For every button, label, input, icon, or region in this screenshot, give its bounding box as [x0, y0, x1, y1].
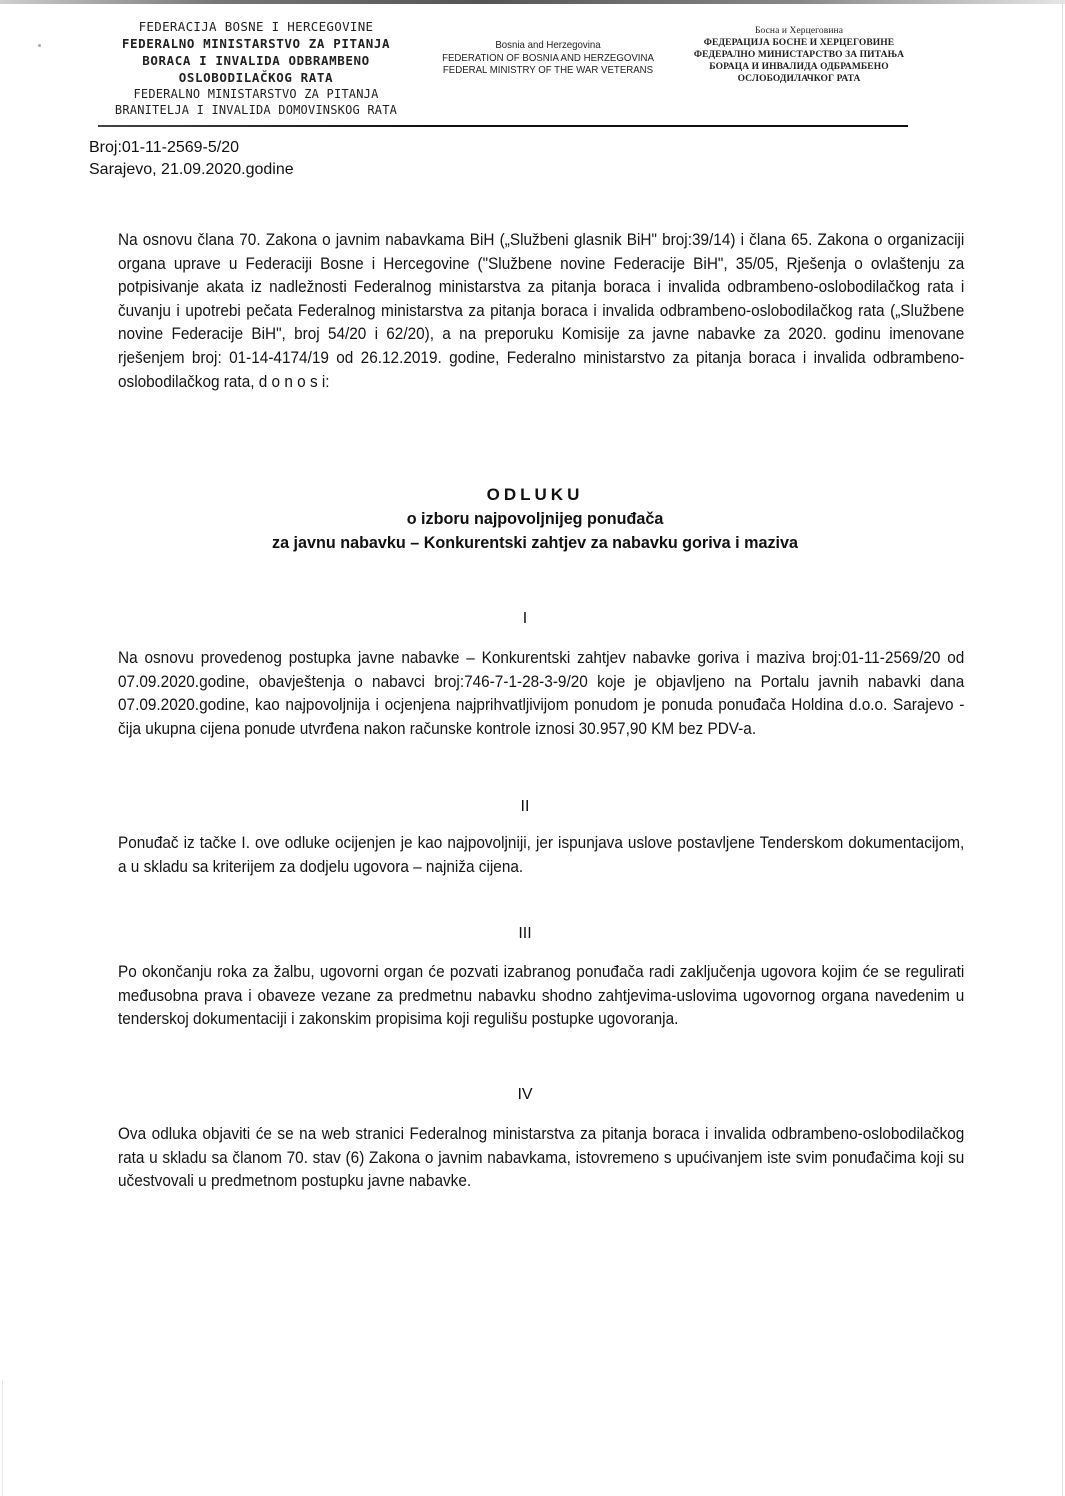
intro-paragraph: Na osnovu člana 70. Zakona o javnim nabavkama BiH („Službeni glasnik BiH" broj:39/14) i člana 65. Zakona o organizaciji organa uprave u Federaciji Bosne i Hercegovine ("Službene novine Federacije BiH", 35/05, Rješenja o ovlaštenju za potpisivanje akata iz nadležnosti Federalnog ministarstva za pitanja boraca i invalida odbrambeno-oslobodilačkog rata i čuvanju i upotrebi pečata Federalnog ministarstva za pitanja boraca i invalida odbrambeno-oslobodilačkog rata („Službene novine Federacije BiH", broj 54/20 i 62/20), a na preporuku Komisije za javne nabavke za 2020. godinu imenovane rješenjem broj: 01-14-4174/19 od 26.12.2019. godine, Federalno ministarstvo za pitanja boraca i invalida odbrambeno-oslobodilačkog rata, d o n o s i: [118, 231, 965, 391]
letterhead-line: Bosnia and Herzegovina [495, 39, 601, 51]
section-numeral: I [522, 610, 528, 627]
section-paragraph: Ova odluka objaviti će se na web stranici Federalnog ministarstva za pitanja boraca i invalida odbrambeno-oslobodilačkog rata u skladu sa članom 70. stav (6) Zakona o javnim nabavkama, istovremeno s upućivanjem iste svim ponuđačima koji su učestvovali u predmetnom postupku javne nabavke. [118, 1125, 965, 1191]
letterhead-line: OSLOBODILAČKOG RATA [178, 70, 334, 85]
letterhead-line: FEDERAL MINISTRY OF THE WAR VETERANS [442, 64, 654, 76]
section-numeral: III [518, 925, 532, 942]
scan-speck [38, 44, 41, 47]
section-numeral: II [520, 798, 530, 815]
title-subtitle-2: za javnu nabavku – Konkurentski zahtjev za nabavku goriva i maziva [272, 533, 798, 552]
scan-top-edge [0, 0, 1065, 4]
letterhead-line: ФЕДЕРАЛНО МИНИСТАРСТВО ЗА ПИТАЊА [693, 50, 905, 60]
letterhead-line: FEDERALNO MINISTARSTVO ZA PITANJA [121, 36, 391, 51]
decision-title [190, 483, 880, 555]
header-divider [98, 125, 908, 127]
document-place-date: Sarajevo, 21.09.2020.godine [89, 161, 294, 178]
letterhead-bosnian [96, 18, 416, 118]
letterhead-line: ФЕДЕРАЦИЈА БОСНЕ И ХЕРЦЕГОВИНЕ [703, 38, 895, 48]
section-paragraph: Ponuđač iz tačke I. ove odluke ocijenjen je kao najpovoljniji, jer ispunjava uslove postavljene Tenderskom dokumentacijom, a u skladu sa kriterijem za dodjelu ugovora – najniža cijena. [118, 834, 965, 876]
section-numeral: IV [517, 1086, 533, 1103]
letterhead-line: FEDERACIJA BOSNE I HERCEGOVINE [138, 19, 374, 34]
letterhead-line: FEDERALNO MINISTARSTVO ZA PITANJA [133, 87, 379, 101]
title-subtitle-1: o izboru najpovoljnijeg ponuđača [406, 509, 664, 528]
section-paragraph: Na osnovu provedenog postupka javne nabavke – Konkurentski zahtjev nabavke goriva i maziva broj:01-11-2569/20 od 07.09.2020.godine, obavještenja o nabavci broj:746-7-1-28-3-9/20 koje je objavljeno na Portalu javnih nabavki dana 07.09.2020.godine, kao najpovoljnija i ocjenjena najprihvatljivijom ponudom je ponuda ponuđača Holdina d.o.o. Sarajevo - čija ukupna cijena ponude utvrđena nakon računske kontrole iznosi 30.957,90 KM bez PDV-a. [118, 649, 965, 738]
title-main: ODLUKU [486, 485, 584, 504]
letterhead-line: Босна и Херцеговина [754, 26, 844, 36]
letterhead-line: BORACA I INVALIDA ODBRAMBENO [142, 53, 370, 68]
scan-right-edge [1062, 0, 1063, 1496]
letterhead-line: FEDERATION OF BOSNIA AND HERZEGOVINA [442, 51, 654, 64]
section-paragraph: Po okončanju roka za žalbu, ugovorni organ će pozvati izabranog ponuđača radi zaključenja ugovora kojim će se regulirati međusobna prava i obaveze vezane za predmetnu nabavku shodno zahtjevima-uslovima ugovornog organa navedenim u tenderskoj dokumentaciji i zakonskim propisima koji regulišu postupke ugovoranja. [118, 963, 965, 1029]
letterhead-english [438, 39, 659, 77]
letterhead-cyrillic [678, 25, 920, 85]
document-meta [89, 137, 294, 181]
scan-left-edge [2, 1380, 3, 1496]
letterhead-line: ОСЛОБОДИЛАЧКОГ РАТА [737, 74, 861, 84]
document-number: Broj:01-11-2569-5/20 [89, 139, 240, 156]
letterhead-line: BRANITELJA I INVALIDA DOMOVINSKOG RATA [114, 103, 398, 117]
letterhead-line: БОРАЦА И ИНВАЛИДА ОДБРАМБЕНО [709, 62, 889, 72]
